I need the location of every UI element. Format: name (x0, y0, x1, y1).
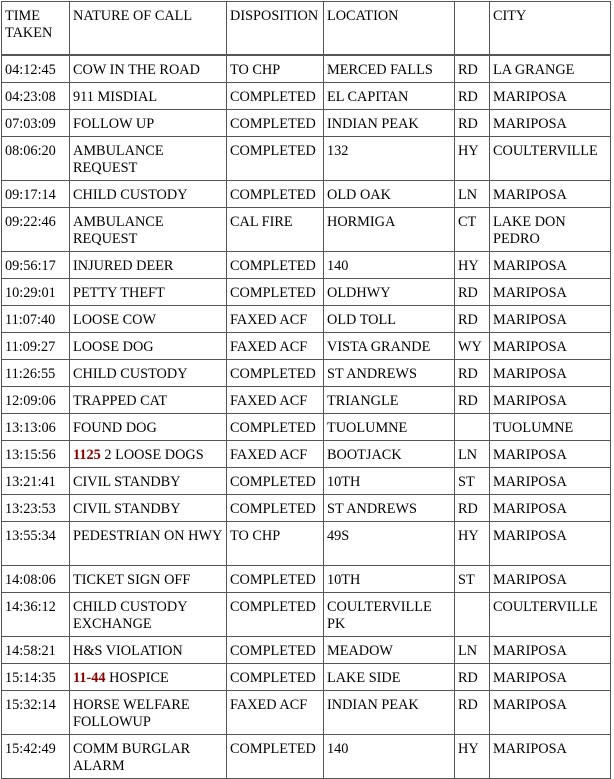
radio-code: 11-44 (73, 670, 106, 686)
cell-location: INDIAN PEAK (323, 109, 454, 136)
cell-street-suffix: CT (454, 207, 489, 251)
cell-time: 11:07:40 (1, 305, 69, 332)
cell-location: 10TH (323, 467, 454, 494)
table-row (1, 359, 611, 386)
cell-city: TUOLUMNE (489, 413, 611, 440)
cell-city: MARIPOSA (489, 386, 611, 413)
header-street-suffix (454, 1, 489, 55)
cell-location: OLDHWY (323, 278, 454, 305)
cell-nature-of-call: COW IN THE ROAD (69, 55, 226, 82)
cell-city: MARIPOSA (489, 521, 611, 565)
cell-nature-of-call: AMBULANCE REQUEST (69, 207, 226, 251)
cell-disposition: COMPLETED (226, 359, 323, 386)
cell-location: BOOTJACK (323, 440, 454, 467)
table-row (1, 734, 611, 779)
cell-location: 140 (323, 251, 454, 278)
cell-time: 07:03:09 (1, 109, 69, 136)
table-row (1, 467, 611, 494)
cell-street-suffix: RD (454, 82, 489, 109)
cell-street-suffix (454, 592, 489, 636)
cell-location: 132 (323, 136, 454, 180)
cell-location: MEADOW (323, 636, 454, 663)
cell-time: 15:14:35 (1, 663, 69, 690)
cell-city: MARIPOSA (489, 251, 611, 278)
cell-location: MERCED FALLS (323, 55, 454, 82)
cell-city: MARIPOSA (489, 332, 611, 359)
cell-street-suffix: RD (454, 305, 489, 332)
header-nature-of-call: NATURE OF CALL (69, 1, 226, 55)
cell-city: LA GRANGE (489, 55, 611, 82)
cell-city: MARIPOSA (489, 565, 611, 592)
cell-time: 15:42:49 (1, 734, 69, 779)
cell-disposition: COMPLETED (226, 180, 323, 207)
cell-city: MARIPOSA (489, 690, 611, 734)
cell-city: MARIPOSA (489, 359, 611, 386)
table-row (1, 251, 611, 278)
cell-city: MARIPOSA (489, 467, 611, 494)
cell-time: 13:15:56 (1, 440, 69, 467)
cell-location: LAKE SIDE (323, 663, 454, 690)
cell-disposition: TO CHP (226, 521, 323, 565)
cell-street-suffix: RD (454, 386, 489, 413)
cell-street-suffix: LN (454, 636, 489, 663)
cell-location: 140 (323, 734, 454, 779)
table-row (1, 305, 611, 332)
cell-location: ST ANDREWS (323, 359, 454, 386)
cell-disposition: COMPLETED (226, 565, 323, 592)
cell-location: TUOLUMNE (323, 413, 454, 440)
table-row (1, 565, 611, 592)
table-row (1, 55, 611, 82)
table-row (1, 592, 611, 636)
cell-street-suffix: RD (454, 278, 489, 305)
cell-time: 12:09:06 (1, 386, 69, 413)
cell-location: OLD TOLL (323, 305, 454, 332)
cell-time: 13:13:06 (1, 413, 69, 440)
cell-disposition: COMPLETED (226, 251, 323, 278)
cell-disposition: TO CHP (226, 55, 323, 82)
table-row (1, 207, 611, 251)
cell-nature-of-call: CHILD CUSTODY (69, 180, 226, 207)
cell-street-suffix: HY (454, 251, 489, 278)
cell-time: 11:09:27 (1, 332, 69, 359)
call-log-table (1, 1, 611, 779)
cell-nature-of-call: PETTY THEFT (69, 278, 226, 305)
cell-city: MARIPOSA (489, 663, 611, 690)
cell-nature-of-call: FOUND DOG (69, 413, 226, 440)
cell-city: MARIPOSA (489, 734, 611, 779)
header-location: LOCATION (323, 1, 454, 55)
cell-nature-of-call (69, 663, 226, 690)
cell-nature-of-call: 911 MISDIAL (69, 82, 226, 109)
cell-nature-of-call: PEDESTRIAN ON HWY (69, 521, 226, 565)
cell-city: MARIPOSA (489, 440, 611, 467)
table-row (1, 332, 611, 359)
cell-nature-of-call: FOLLOW UP (69, 109, 226, 136)
table-row (1, 440, 611, 467)
header-time-taken: TIME TAKEN (1, 1, 69, 55)
cell-city: COULTERVILLE (489, 592, 611, 636)
cell-street-suffix: RD (454, 663, 489, 690)
cell-disposition: FAXED ACF (226, 332, 323, 359)
cell-nature-of-call: INJURED DEER (69, 251, 226, 278)
cell-time: 14:58:21 (1, 636, 69, 663)
cell-time: 04:23:08 (1, 82, 69, 109)
cell-disposition: COMPLETED (226, 413, 323, 440)
cell-time: 09:22:46 (1, 207, 69, 251)
cell-disposition: COMPLETED (226, 636, 323, 663)
cell-disposition: COMPLETED (226, 734, 323, 779)
cell-location: ST ANDREWS (323, 494, 454, 521)
cell-location: 49S (323, 521, 454, 565)
cell-street-suffix: WY (454, 332, 489, 359)
header-city: CITY (489, 1, 611, 55)
cell-street-suffix: RD (454, 359, 489, 386)
cell-time: 11:26:55 (1, 359, 69, 386)
cell-nature-of-call: CIVIL STANDBY (69, 494, 226, 521)
cell-time: 13:55:34 (1, 521, 69, 565)
cell-time: 14:36:12 (1, 592, 69, 636)
cell-time: 04:12:45 (1, 55, 69, 82)
cell-location: HORMIGA (323, 207, 454, 251)
cell-street-suffix: HY (454, 521, 489, 565)
cell-city: MARIPOSA (489, 82, 611, 109)
table-row (1, 413, 611, 440)
cell-time: 08:06:20 (1, 136, 69, 180)
table-row (1, 636, 611, 663)
cell-nature-of-call: HORSE WELFARE FOLLOWUP (69, 690, 226, 734)
cell-city: MARIPOSA (489, 109, 611, 136)
cell-location: 10TH (323, 565, 454, 592)
cell-street-suffix: HY (454, 136, 489, 180)
header-row (1, 1, 611, 55)
table-row (1, 109, 611, 136)
cell-street-suffix: ST (454, 467, 489, 494)
cell-disposition: COMPLETED (226, 136, 323, 180)
cell-city: MARIPOSA (489, 494, 611, 521)
cell-disposition: CAL FIRE (226, 207, 323, 251)
cell-location: VISTA GRANDE (323, 332, 454, 359)
cell-time: 15:32:14 (1, 690, 69, 734)
cell-nature-of-call: CHILD CUSTODY EXCHANGE (69, 592, 226, 636)
cell-time: 09:56:17 (1, 251, 69, 278)
radio-code: 1125 (73, 447, 101, 463)
cell-disposition: COMPLETED (226, 467, 323, 494)
cell-street-suffix: RD (454, 494, 489, 521)
cell-street-suffix: RD (454, 109, 489, 136)
cell-disposition: COMPLETED (226, 278, 323, 305)
table-row (1, 663, 611, 690)
cell-nature-of-call: COMM BURGLAR ALARM (69, 734, 226, 779)
cell-disposition: COMPLETED (226, 109, 323, 136)
cell-nature-of-call (69, 440, 226, 467)
cell-disposition: COMPLETED (226, 494, 323, 521)
cell-street-suffix: RD (454, 690, 489, 734)
header-disposition: DISPOSITION (226, 1, 323, 55)
table-row (1, 521, 611, 565)
cell-location: COULTERVILLE PK (323, 592, 454, 636)
cell-location: EL CAPITAN (323, 82, 454, 109)
cell-time: 13:23:53 (1, 494, 69, 521)
cell-city: LAKE DON PEDRO (489, 207, 611, 251)
cell-disposition: COMPLETED (226, 663, 323, 690)
table-row (1, 278, 611, 305)
cell-city: MARIPOSA (489, 278, 611, 305)
cell-nature-of-call: TRAPPED CAT (69, 386, 226, 413)
cell-city: MARIPOSA (489, 305, 611, 332)
table-row (1, 386, 611, 413)
cell-city: MARIPOSA (489, 636, 611, 663)
cell-nature-of-call: AMBULANCE REQUEST (69, 136, 226, 180)
cell-disposition: COMPLETED (226, 82, 323, 109)
cell-disposition: FAXED ACF (226, 386, 323, 413)
cell-nature-of-call: CIVIL STANDBY (69, 467, 226, 494)
cell-nature-of-call: CHILD CUSTODY (69, 359, 226, 386)
cell-street-suffix (454, 413, 489, 440)
cell-nature-of-call: H&S VIOLATION (69, 636, 226, 663)
cell-time: 09:17:14 (1, 180, 69, 207)
cell-time: 13:21:41 (1, 467, 69, 494)
cell-nature-of-call: LOOSE COW (69, 305, 226, 332)
table-row (1, 690, 611, 734)
cell-disposition: FAXED ACF (226, 305, 323, 332)
cell-street-suffix: LN (454, 180, 489, 207)
cell-location: OLD OAK (323, 180, 454, 207)
table-row (1, 494, 611, 521)
cell-city: MARIPOSA (489, 180, 611, 207)
cell-time: 14:08:06 (1, 565, 69, 592)
cell-disposition: FAXED ACF (226, 690, 323, 734)
nature-text: 2 LOOSE DOGS (104, 447, 204, 463)
cell-location: TRIANGLE (323, 386, 454, 413)
cell-location: INDIAN PEAK (323, 690, 454, 734)
cell-time: 10:29:01 (1, 278, 69, 305)
cell-nature-of-call: LOOSE DOG (69, 332, 226, 359)
cell-street-suffix: RD (454, 55, 489, 82)
nature-text: HOSPICE (109, 670, 169, 686)
table-row (1, 136, 611, 180)
cell-disposition: FAXED ACF (226, 440, 323, 467)
table-row (1, 180, 611, 207)
cell-street-suffix: ST (454, 565, 489, 592)
table-header (1, 1, 611, 55)
cell-disposition: COMPLETED (226, 592, 323, 636)
table-row (1, 82, 611, 109)
cell-city: COULTERVILLE (489, 136, 611, 180)
cell-street-suffix: LN (454, 440, 489, 467)
cell-street-suffix: HY (454, 734, 489, 779)
table-body (1, 55, 611, 779)
cell-nature-of-call: TICKET SIGN OFF (69, 565, 226, 592)
